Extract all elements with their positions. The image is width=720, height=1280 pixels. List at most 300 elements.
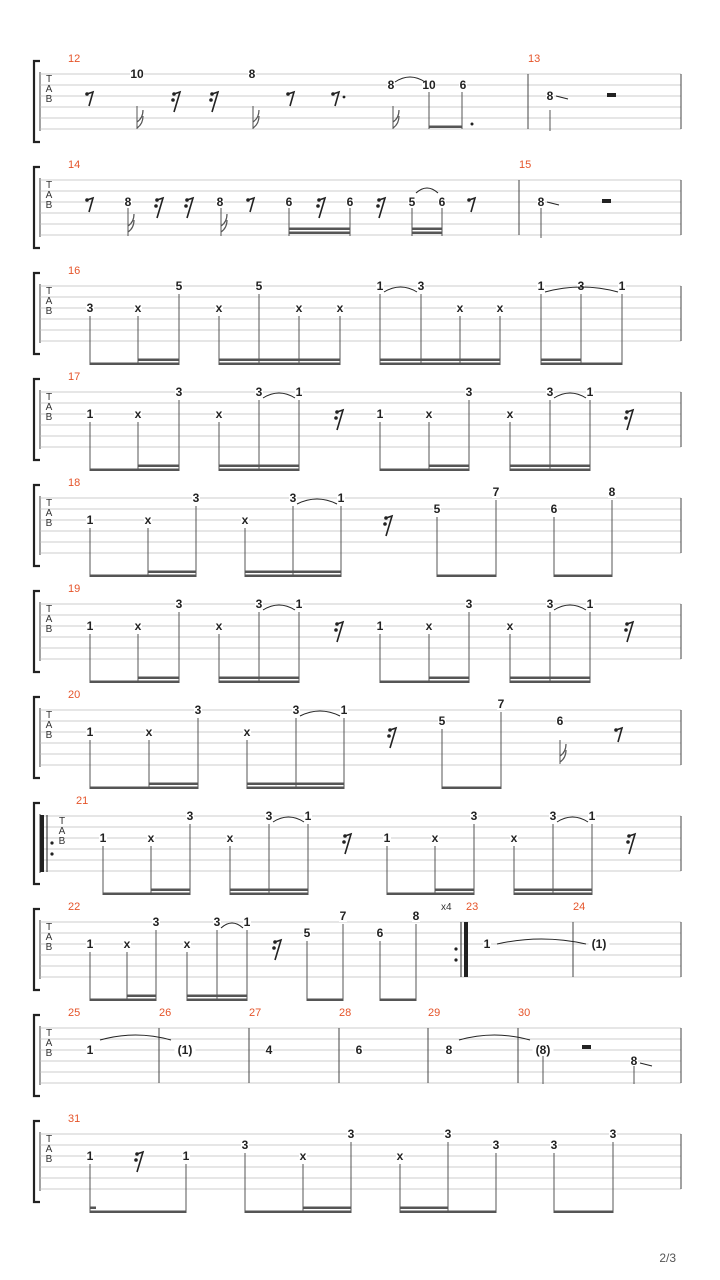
- tab-clef-letter: A: [45, 296, 53, 307]
- beam: [510, 677, 590, 680]
- beam: [219, 465, 299, 468]
- fret-number: 6: [459, 78, 467, 92]
- fret-number: 1: [86, 513, 94, 527]
- tie: [384, 287, 417, 292]
- fret-number: 5: [408, 195, 416, 209]
- system-bracket: [34, 61, 40, 142]
- tab-clef-letter: B: [45, 1048, 53, 1059]
- dead-note: x: [336, 301, 344, 315]
- beam: [429, 677, 469, 680]
- rest-dot: [614, 728, 618, 732]
- dead-note: x: [226, 831, 234, 845]
- fret-number: 6: [285, 195, 293, 209]
- fret-number: 3: [213, 915, 221, 929]
- beam: [219, 363, 340, 366]
- system-bracket: [34, 697, 40, 778]
- fret-number: 8: [608, 485, 616, 499]
- fret-number: 1: [99, 831, 107, 845]
- dead-note: x: [425, 407, 433, 421]
- rest-dot: [317, 198, 321, 202]
- beam: [380, 999, 416, 1002]
- fret-number: 1: [383, 831, 391, 845]
- fret-number: 1: [304, 809, 312, 823]
- tab-clef-letter: T: [45, 286, 53, 297]
- system-bracket: [34, 379, 40, 460]
- fret-number: 1: [376, 407, 384, 421]
- tab-clef-letter: T: [45, 710, 53, 721]
- dead-note: x: [134, 301, 142, 315]
- rest-dot: [331, 92, 335, 96]
- slide-out: [547, 202, 559, 205]
- fret-number: (8): [535, 1043, 551, 1057]
- fret-number: 8: [537, 195, 545, 209]
- tab-system: [34, 689, 681, 789]
- tie: [554, 393, 586, 398]
- fret-number: 3: [175, 597, 183, 611]
- system-bracket: [34, 803, 40, 884]
- tab-clef-letter: A: [45, 614, 53, 625]
- fret-number: 4: [265, 1043, 273, 1057]
- tie: [557, 817, 588, 822]
- measure-number: 15: [519, 159, 532, 171]
- system-bracket: [34, 273, 40, 354]
- fret-number: 6: [438, 195, 446, 209]
- beam: [510, 681, 590, 684]
- fret-number: 6: [355, 1043, 363, 1057]
- beam: [380, 681, 469, 684]
- beam: [307, 999, 343, 1002]
- fret-number: 8: [630, 1054, 638, 1068]
- fret-number: 5: [175, 279, 183, 293]
- fret-number: 5: [433, 502, 441, 516]
- fret-number: 1: [376, 619, 384, 633]
- repeat-dot: [50, 841, 53, 844]
- tie: [221, 923, 243, 928]
- beam: [289, 228, 350, 231]
- fret-number: 3: [546, 597, 554, 611]
- tab-clef-letter: T: [45, 392, 53, 403]
- repeat-count: x4: [441, 902, 452, 913]
- fret-number: 3: [417, 279, 425, 293]
- beam: [245, 571, 341, 574]
- fret-number: 8: [412, 909, 420, 923]
- measure-number: 20: [68, 689, 81, 701]
- rest-dot: [185, 198, 189, 202]
- fret-number: 3: [175, 385, 183, 399]
- fret-number: 1: [537, 279, 545, 293]
- tab-clef-letter: T: [45, 1028, 53, 1039]
- beam: [541, 359, 581, 362]
- tab-system: [34, 371, 681, 471]
- rest-dot: [384, 516, 388, 520]
- beam: [514, 893, 592, 896]
- beam: [442, 787, 501, 790]
- fret-number: 3: [241, 1138, 249, 1152]
- fret-number: 3: [194, 703, 202, 717]
- measure-number: 18: [68, 477, 81, 489]
- fret-number: 3: [492, 1138, 500, 1152]
- fret-number: 1: [337, 491, 345, 505]
- tie: [263, 605, 295, 610]
- measure-number: 24: [573, 901, 586, 913]
- fret-number: 3: [255, 597, 263, 611]
- tie: [263, 393, 295, 398]
- fret-number: 1: [182, 1149, 190, 1163]
- rest-dot: [343, 834, 347, 838]
- rest-dot: [316, 204, 320, 208]
- rest-dot: [467, 198, 471, 202]
- fret-number: 5: [303, 926, 311, 940]
- repeat-dot: [454, 958, 457, 961]
- dead-note: x: [241, 513, 249, 527]
- fret-number: 8: [216, 195, 224, 209]
- dead-note: x: [496, 301, 504, 315]
- fret-number: 3: [192, 491, 200, 505]
- beam: [148, 571, 196, 574]
- rest-dot: [625, 622, 629, 626]
- rest-dot: [184, 204, 188, 208]
- rest-dot: [377, 198, 381, 202]
- beam: [412, 232, 442, 235]
- tab-system: [34, 583, 681, 683]
- rest-dot: [625, 410, 629, 414]
- tab-clef-letter: A: [45, 190, 53, 201]
- measure-number: 31: [68, 1113, 81, 1125]
- beam: [435, 889, 474, 892]
- fret-number: 3: [549, 809, 557, 823]
- tab-clef-letter: B: [45, 94, 53, 105]
- tab-system: [34, 795, 681, 895]
- dead-note: x: [215, 407, 223, 421]
- tab-system: [34, 265, 681, 365]
- rest-dot: [210, 92, 214, 96]
- dead-note: x: [431, 831, 439, 845]
- system-bracket: [34, 591, 40, 672]
- tab-clef-letter: T: [45, 1134, 53, 1145]
- fret-number: 3: [577, 279, 585, 293]
- dead-note: x: [506, 619, 514, 633]
- rest-dot: [155, 198, 159, 202]
- rest-dot: [624, 628, 628, 632]
- tab-clef-letter: T: [45, 74, 53, 85]
- measure-number: 16: [68, 265, 81, 277]
- beam: [149, 783, 198, 786]
- tie: [554, 605, 586, 610]
- rest-dot: [209, 98, 213, 102]
- measure-number: 13: [528, 53, 541, 65]
- fret-number: 7: [497, 697, 505, 711]
- tab-system: [34, 159, 681, 248]
- fret-number: 6: [376, 926, 384, 940]
- dead-note: x: [510, 831, 518, 845]
- half-rest: [607, 93, 616, 97]
- dead-note: x: [134, 407, 142, 421]
- tab-clef-letter: A: [45, 508, 53, 519]
- fret-number: 1: [86, 407, 94, 421]
- page-number: 2/3: [659, 1251, 676, 1265]
- tab-clef-letter: A: [45, 720, 53, 731]
- repeat-start-thick: [40, 815, 44, 872]
- beam: [514, 889, 592, 892]
- beam: [400, 1211, 496, 1214]
- tab-clef-letter: B: [45, 412, 53, 423]
- dead-note: x: [243, 725, 251, 739]
- beam: [90, 999, 156, 1002]
- beam: [289, 232, 350, 235]
- beam: [90, 469, 179, 472]
- measure-number: 21: [76, 795, 89, 807]
- dead-note: x: [144, 513, 152, 527]
- system-bracket: [34, 167, 40, 248]
- measure-number: 28: [339, 1007, 352, 1019]
- tab-clef-letter: A: [45, 1038, 53, 1049]
- measure-number: 17: [68, 371, 81, 383]
- fret-number: 1: [586, 385, 594, 399]
- beam: [187, 995, 247, 998]
- fret-number: 3: [347, 1127, 355, 1141]
- measure-number: 14: [68, 159, 81, 171]
- rest-dot: [246, 198, 250, 202]
- fret-number: 3: [465, 597, 473, 611]
- dead-note: x: [215, 619, 223, 633]
- beam: [127, 995, 156, 998]
- beam: [219, 677, 299, 680]
- fret-number: (1): [177, 1043, 193, 1057]
- rest-dot: [388, 728, 392, 732]
- beam: [245, 575, 341, 578]
- beam: [138, 359, 179, 362]
- fret-number: 1: [86, 937, 94, 951]
- half-rest: [602, 199, 611, 203]
- fret-number: 10: [130, 67, 144, 81]
- fret-number: 3: [465, 385, 473, 399]
- fret-number: 3: [289, 491, 297, 505]
- fret-number: 3: [292, 703, 300, 717]
- fret-number: 1: [86, 1043, 94, 1057]
- rest-dot: [624, 416, 628, 420]
- tab-system: [34, 53, 681, 142]
- beam: [90, 787, 198, 790]
- rest-dot: [273, 940, 277, 944]
- tie: [297, 499, 337, 504]
- tab-clef-letter: B: [45, 730, 53, 741]
- repeat-dot: [454, 947, 457, 950]
- beam: [245, 1211, 351, 1214]
- dead-note: x: [396, 1149, 404, 1163]
- beam: [387, 893, 474, 896]
- measure-number: 19: [68, 583, 81, 595]
- tab-clef-letter: T: [45, 922, 53, 933]
- beam: [247, 783, 344, 786]
- beam: [429, 126, 462, 129]
- beam: [230, 889, 308, 892]
- rest-dot: [627, 834, 631, 838]
- tab-clef-letter: B: [45, 1154, 53, 1165]
- fret-number: 1: [295, 385, 303, 399]
- measure-number: 26: [159, 1007, 172, 1019]
- fret-number: 8: [445, 1043, 453, 1057]
- measure-number: 29: [428, 1007, 441, 1019]
- beam: [510, 465, 590, 468]
- repeat-dot: [50, 852, 53, 855]
- beam: [554, 575, 612, 578]
- rest-dot: [383, 522, 387, 526]
- beam: [541, 363, 622, 366]
- dead-note: x: [145, 725, 153, 739]
- fret-number: 3: [609, 1127, 617, 1141]
- fret-number: 1: [483, 937, 491, 951]
- fret-number: 1: [295, 597, 303, 611]
- fret-number: 8: [387, 78, 395, 92]
- measure-number: 23: [466, 901, 479, 913]
- fret-number: 1: [340, 703, 348, 717]
- tab-system: [34, 1007, 681, 1096]
- measure-number: 12: [68, 53, 81, 65]
- beam: [437, 575, 496, 578]
- rest-dot: [376, 204, 380, 208]
- fret-number: 7: [339, 909, 347, 923]
- tab-clef-letter: A: [45, 84, 53, 95]
- tab-clef-letter: T: [58, 816, 66, 827]
- augmentation-dot: [343, 96, 346, 99]
- fret-number: 3: [86, 301, 94, 315]
- beam: [554, 1211, 613, 1214]
- slide-out: [640, 1063, 652, 1066]
- beam: [380, 469, 469, 472]
- beam: [247, 787, 344, 790]
- fret-number: 3: [255, 385, 263, 399]
- fret-number: 8: [546, 89, 554, 103]
- dead-note: x: [295, 301, 303, 315]
- tab-clef-letter: T: [45, 604, 53, 615]
- beam: [90, 575, 196, 578]
- dead-note: x: [134, 619, 142, 633]
- rest-dot: [85, 198, 89, 202]
- beam: [103, 893, 190, 896]
- fret-number: 6: [550, 502, 558, 516]
- rest-dot: [335, 410, 339, 414]
- tab-clef-letter: B: [45, 518, 53, 529]
- fret-number: 1: [86, 725, 94, 739]
- rest-dot: [334, 416, 338, 420]
- fret-number: (1): [591, 937, 607, 951]
- rest-dot: [135, 1152, 139, 1156]
- dead-note: x: [425, 619, 433, 633]
- tie: [300, 711, 340, 716]
- measure-number: 22: [68, 901, 81, 913]
- tie: [416, 188, 438, 193]
- tab-system: [34, 477, 681, 577]
- rest-dot: [387, 734, 391, 738]
- dead-note: x: [183, 937, 191, 951]
- tab-clef-letter: A: [45, 932, 53, 943]
- fret-number: 7: [492, 485, 500, 499]
- repeat-end-thick: [464, 922, 468, 977]
- rest-dot: [272, 946, 276, 950]
- beam: [510, 469, 590, 472]
- beam: [90, 681, 179, 684]
- fret-number: 6: [556, 714, 564, 728]
- fret-number: 3: [470, 809, 478, 823]
- dead-note: x: [456, 301, 464, 315]
- tab-clef-letter: B: [58, 836, 66, 847]
- beam: [400, 1207, 448, 1210]
- tab-clef-letter: A: [45, 1144, 53, 1155]
- tab-clef-letter: B: [45, 624, 53, 635]
- tab-clef-letter: B: [45, 200, 53, 211]
- system-bracket: [34, 485, 40, 566]
- beam: [380, 359, 500, 362]
- beam: [219, 469, 299, 472]
- rest-dot: [85, 92, 89, 96]
- dead-note: x: [506, 407, 514, 421]
- rest-dot: [626, 840, 630, 844]
- fret-number: 1: [243, 915, 251, 929]
- beam: [138, 465, 179, 468]
- system-bracket: [34, 909, 40, 990]
- dead-note: x: [123, 937, 131, 951]
- rest-dot: [334, 628, 338, 632]
- fret-number: 6: [346, 195, 354, 209]
- tab-clef-letter: T: [45, 498, 53, 509]
- fret-number: 5: [438, 714, 446, 728]
- augmentation-dot: [471, 123, 474, 126]
- tie: [395, 77, 425, 82]
- rest-dot: [134, 1158, 138, 1162]
- beam: [412, 228, 442, 231]
- tie: [273, 817, 304, 822]
- tab-clef-letter: T: [45, 180, 53, 191]
- beam: [303, 1207, 351, 1210]
- rest-dot: [171, 98, 175, 102]
- rest-dot: [286, 92, 290, 96]
- tab-clef-letter: B: [45, 942, 53, 953]
- fret-number: 1: [86, 619, 94, 633]
- measure-number: 27: [249, 1007, 262, 1019]
- half-rest: [582, 1045, 591, 1049]
- system-bracket: [34, 1015, 40, 1096]
- beam: [90, 1207, 96, 1210]
- fret-number: 5: [255, 279, 263, 293]
- fret-number: 3: [265, 809, 273, 823]
- beam: [90, 363, 179, 366]
- beam: [380, 363, 500, 366]
- dead-note: x: [299, 1149, 307, 1163]
- fret-number: 3: [186, 809, 194, 823]
- system-bracket: [34, 1121, 40, 1202]
- measure-number: 25: [68, 1007, 81, 1019]
- dead-note: x: [215, 301, 223, 315]
- fret-number: 8: [248, 67, 256, 81]
- beam: [219, 681, 299, 684]
- tab-clef-letter: A: [45, 402, 53, 413]
- tab-system: [34, 1113, 681, 1213]
- fret-number: 3: [444, 1127, 452, 1141]
- measure-number: 30: [518, 1007, 531, 1019]
- fret-number: 8: [124, 195, 132, 209]
- dead-note: x: [147, 831, 155, 845]
- rest-dot: [154, 204, 158, 208]
- beam: [219, 359, 340, 362]
- fret-number: 1: [86, 1149, 94, 1163]
- fret-number: 3: [550, 1138, 558, 1152]
- rest-dot: [342, 840, 346, 844]
- beam: [187, 999, 247, 1002]
- fret-number: 1: [618, 279, 626, 293]
- rest-dot: [172, 92, 176, 96]
- fret-number: 3: [546, 385, 554, 399]
- fret-number: 3: [152, 915, 160, 929]
